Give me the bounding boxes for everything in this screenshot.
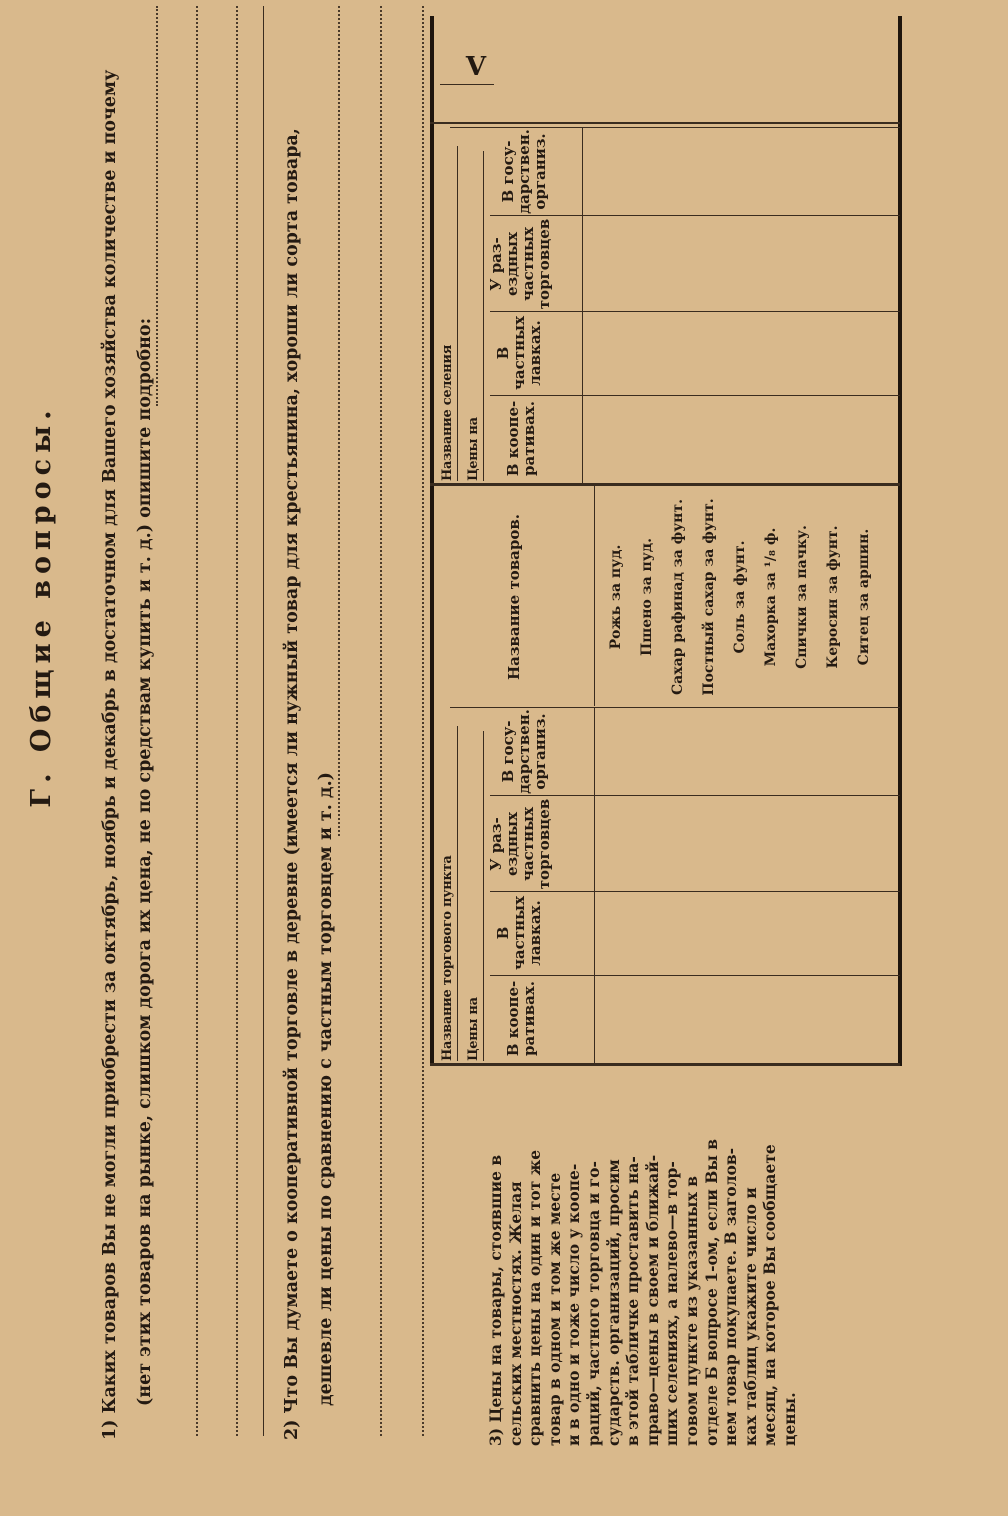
right-header-bottom	[582, 128, 583, 486]
right-col-traveling-traders: У раз- ездных частных торговцев	[487, 218, 553, 310]
right-col-coop: В коопе- ративах.	[504, 400, 538, 477]
right-group-right-edge	[450, 127, 900, 128]
right-group-title: Название селения	[440, 146, 458, 481]
goods-item: Пшено за пуд.	[639, 538, 655, 656]
goods-item: Спички за пачку.	[794, 525, 810, 669]
q2-answer-line[interactable]	[380, 6, 382, 1436]
table-left-edge	[430, 1063, 900, 1066]
goods-item: Сахар рафинад за фунт.	[670, 499, 686, 695]
right-col-divider	[490, 395, 900, 396]
q1-answer-line[interactable]	[236, 6, 238, 1436]
q1-answer-line[interactable]	[196, 6, 198, 1436]
right-col-private-shops: В частных лавках.	[494, 315, 544, 391]
right-col-state-orgs: В госу- дарствен. организ.	[499, 129, 549, 214]
left-group-right-edge	[450, 707, 900, 708]
left-col-divider	[490, 795, 900, 796]
q1-line1: 1) Каких товаров Вы не могли приобрести за октябрь, ноябрь и декабрь в достаточном для Вашего хозяйства количестве и почему	[100, 69, 120, 1440]
left-header-bottom	[594, 708, 595, 1066]
table-top-bar	[430, 16, 434, 1066]
table-bottom-bar	[898, 16, 902, 1066]
goods-item: Постный сахар за фунт.	[701, 498, 717, 696]
right-col-divider	[490, 311, 900, 312]
left-prices-on: Цены на	[466, 731, 484, 1061]
q2-answer-line[interactable]	[422, 6, 424, 1436]
q1-line2: (нет этих товаров на рынке, слишком дорога их цена, не по средствам купить и т. д.) опишите подробно:	[135, 317, 155, 1406]
left-col-state-orgs: В госу- дарствен. организ.	[499, 709, 549, 794]
goods-header: Название товаров.	[505, 513, 523, 681]
goods-item: Соль за фунт.	[732, 540, 748, 654]
goods-item: Рожь за пуд.	[608, 544, 624, 650]
q2-line1: 2) Что Вы думаете о кооперативной торговле в деревне (имеется ли нужный товар для крестьянина, хороши ли сорта товара,	[282, 128, 302, 1440]
left-col-divider	[490, 891, 900, 892]
section-title: Г. Общие вопросы.	[26, 404, 57, 808]
page-number: V	[465, 52, 487, 82]
section-rule	[263, 6, 264, 1436]
left-col-divider	[490, 975, 900, 976]
left-group-title: Название торгового пункта	[440, 726, 458, 1061]
goods-item: Ситец за аршин.	[856, 528, 872, 666]
left-col-coop: В коопе- ративах.	[504, 980, 538, 1057]
left-col-traveling-traders: У раз- ездных частных торговцев	[487, 798, 553, 890]
goods-item: Керосин за фунт.	[825, 525, 841, 669]
left-col-private-shops: В частных лавках.	[494, 895, 544, 971]
q3-text: 3) Цены на товары, стоявшие в сельских местностях. Желая сравнить цены на один и тот же товар в одном и том же месте и в одно и тоже число у коопе- раций, частного торговца и го- сударств. организаций, просим в этой табличке проставить на- право—цены в своем и ближай- ших селениях, а налево—в тор- говом пункте из указанных в отделе Б вопросе 1-ом, если Вы в нем товар покупаете. В заголов- ках таблиц укажите число и месяц, на которое Вы сообщаете цены.	[486, 1138, 799, 1446]
goods-item: Махорка за ¹/₈ ф.	[763, 527, 779, 667]
q2-answer-line[interactable]	[338, 6, 340, 836]
table-right-group-edge	[430, 483, 900, 486]
q2-line2: дешевле ли цены по сравнению с частным торговцем и т. д.)	[316, 772, 336, 1406]
q1-answer-line[interactable]	[156, 6, 158, 406]
goods-header-bottom	[594, 486, 595, 706]
right-prices-on: Цены на	[466, 151, 484, 481]
table-right-edge	[430, 122, 900, 124]
right-col-divider	[490, 215, 900, 216]
